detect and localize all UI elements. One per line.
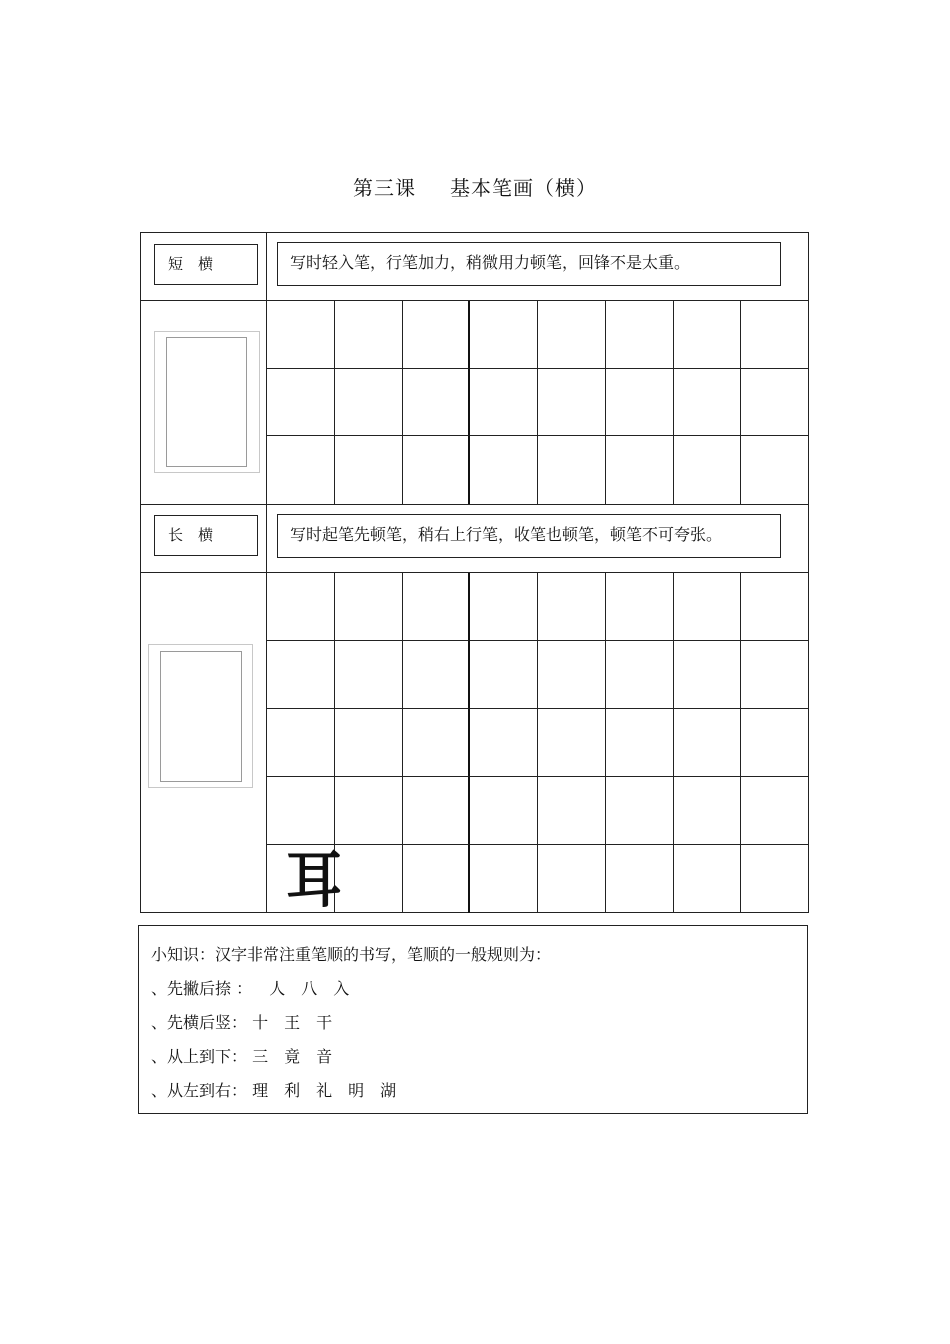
- example-char: 人: [269, 979, 286, 998]
- page-title: [0, 172, 950, 201]
- practice-cell[interactable]: [741, 301, 809, 369]
- practice-cell[interactable]: [335, 573, 403, 641]
- practice-grid-short: [267, 301, 809, 504]
- practice-cell[interactable]: [674, 573, 742, 641]
- practice-cell[interactable]: [470, 777, 538, 845]
- rule-line: [151, 1010, 348, 1033]
- practice-cell[interactable]: [741, 641, 809, 709]
- rule-line: [151, 1078, 412, 1101]
- rule-text: 、从上到下：: [151, 1047, 248, 1066]
- example-char: 王: [284, 1013, 301, 1032]
- practice-grid-long: [267, 573, 809, 917]
- practice-cell[interactable]: [538, 845, 606, 913]
- example-char: 干: [316, 1013, 333, 1032]
- practice-cell[interactable]: [470, 845, 538, 913]
- practice-cell[interactable]: [267, 709, 335, 777]
- practice-cell[interactable]: [674, 845, 742, 913]
- example-char: 音: [316, 1047, 333, 1066]
- stroke-label-short: 短 横: [154, 244, 258, 285]
- stroke-description-long: 写时起笔先顿笔，稍右上行笔，收笔也顿笔，顿笔不可夸张。: [277, 514, 781, 558]
- practice-cell[interactable]: [267, 573, 335, 641]
- practice-cell[interactable]: [606, 641, 674, 709]
- practice-cell[interactable]: [403, 369, 471, 437]
- practice-cell[interactable]: [470, 573, 538, 641]
- handwritten-character: 耳: [286, 843, 342, 917]
- practice-cell[interactable]: [470, 369, 538, 437]
- practice-cell[interactable]: [267, 641, 335, 709]
- practice-sheet: [140, 232, 809, 917]
- example-char: 入: [333, 979, 350, 998]
- practice-cell[interactable]: [403, 777, 471, 845]
- sample-frame-inner: [166, 337, 247, 467]
- practice-cell[interactable]: [674, 369, 742, 437]
- practice-cell[interactable]: [606, 301, 674, 369]
- practice-cell[interactable]: [470, 709, 538, 777]
- row-divider: [141, 504, 808, 505]
- practice-cell[interactable]: [606, 369, 674, 437]
- practice-cell[interactable]: [267, 436, 335, 504]
- practice-cell[interactable]: [538, 369, 606, 437]
- practice-cell[interactable]: [741, 709, 809, 777]
- notes-intro: 小知识：汉字非常注重笔顺的书写，笔顺的一般规则为：: [151, 945, 552, 964]
- practice-cell[interactable]: [538, 709, 606, 777]
- example-char: 竟: [284, 1047, 301, 1066]
- practice-cell[interactable]: [741, 369, 809, 437]
- practice-cell[interactable]: [267, 369, 335, 437]
- rule-line: [151, 1044, 348, 1067]
- rule-line: [151, 976, 365, 999]
- example-char: 湖: [380, 1081, 397, 1100]
- example-char: 理: [252, 1081, 269, 1100]
- practice-cell[interactable]: [335, 301, 403, 369]
- rule-text: 、先横后竖：: [151, 1013, 248, 1032]
- example-char: 十: [252, 1013, 269, 1032]
- practice-cell[interactable]: [741, 573, 809, 641]
- practice-cell[interactable]: [335, 641, 403, 709]
- lesson-topic: 基本笔画（横）: [450, 176, 597, 200]
- rule-text: 、从左到右：: [151, 1081, 248, 1100]
- practice-cell[interactable]: [403, 436, 471, 504]
- practice-cell[interactable]: [403, 845, 471, 913]
- practice-cell[interactable]: [538, 777, 606, 845]
- practice-cell[interactable]: [470, 436, 538, 504]
- practice-cell[interactable]: [606, 573, 674, 641]
- practice-cell[interactable]: [606, 436, 674, 504]
- practice-cell[interactable]: [470, 641, 538, 709]
- practice-cell[interactable]: [335, 369, 403, 437]
- practice-cell[interactable]: [606, 845, 674, 913]
- practice-cell[interactable]: [606, 709, 674, 777]
- stroke-label-long: 长 横: [154, 515, 258, 556]
- practice-cell[interactable]: [538, 301, 606, 369]
- sample-frame-inner: [160, 651, 242, 782]
- practice-cell[interactable]: [674, 301, 742, 369]
- practice-cell[interactable]: [538, 641, 606, 709]
- practice-cell[interactable]: [741, 777, 809, 845]
- practice-cell[interactable]: [538, 573, 606, 641]
- practice-cell[interactable]: [335, 436, 403, 504]
- practice-cell[interactable]: [538, 436, 606, 504]
- practice-cell[interactable]: [335, 777, 403, 845]
- practice-cell[interactable]: [403, 301, 471, 369]
- practice-cell[interactable]: [674, 436, 742, 504]
- practice-cell[interactable]: [403, 573, 471, 641]
- practice-cell[interactable]: [403, 709, 471, 777]
- practice-cell[interactable]: [674, 709, 742, 777]
- example-char: 明: [348, 1081, 365, 1100]
- practice-cell[interactable]: [335, 845, 403, 913]
- example-char: 三: [252, 1047, 269, 1066]
- practice-cell[interactable]: [674, 777, 742, 845]
- practice-cell[interactable]: [674, 641, 742, 709]
- example-char: 礼: [316, 1081, 333, 1100]
- practice-cell[interactable]: [741, 436, 809, 504]
- rule-text: 、先撇后捺 ：: [151, 979, 253, 998]
- practice-cell[interactable]: [335, 709, 403, 777]
- practice-cell[interactable]: [267, 777, 335, 845]
- stroke-description-short: 写时轻入笔，行笔加力，稍微用力顿笔，回锋不是太重。: [277, 242, 781, 286]
- notes-box: [138, 925, 808, 1114]
- example-char: 八: [301, 979, 318, 998]
- lesson-number: 第三课: [353, 176, 416, 200]
- practice-cell[interactable]: [470, 301, 538, 369]
- example-char: 利: [284, 1081, 301, 1100]
- practice-cell[interactable]: [606, 777, 674, 845]
- practice-cell[interactable]: [403, 641, 471, 709]
- practice-cell[interactable]: [741, 845, 809, 913]
- practice-cell[interactable]: [267, 301, 335, 369]
